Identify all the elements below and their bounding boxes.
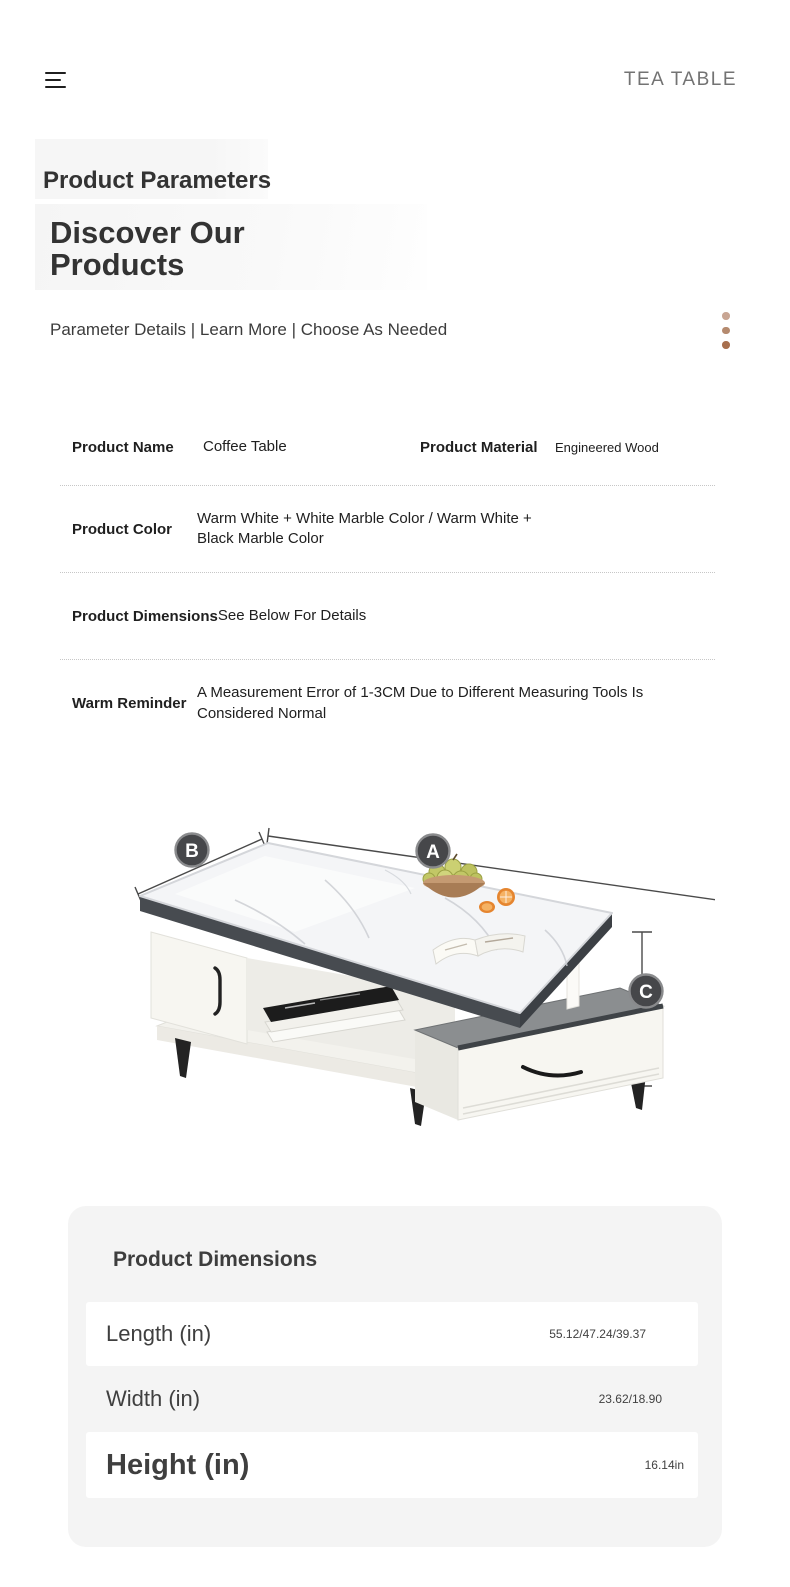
section-subtitle: Parameter Details | Learn More | Choose As Needed [50,320,448,339]
dimension-value: 16.14in [644,1458,684,1472]
section-eyebrow: Product Parameters [43,167,272,194]
dimensions-card-title: Product Dimensions [113,1248,318,1271]
spec-value: A Measurement Error of 1-3CM Due to Different Measuring Tools Is Considered Normal [197,684,644,722]
dimension-row-length [86,1302,698,1366]
spec-label: Product Material [420,439,538,456]
dimension-row-width [86,1366,698,1432]
dimension-label: Length (in) [106,1321,212,1346]
dim-badge-a [417,835,450,868]
dim-badge-b [176,834,209,867]
accent-dot [722,327,730,335]
svg-text:C: C [639,982,653,1003]
page-title: Discover Our Products [50,215,245,282]
spec-row-name-material [60,410,715,486]
accent-dot [722,312,730,320]
spec-label: Product Color [72,520,172,538]
dimension-label: Height (in) [106,1448,250,1481]
brand-title: TEA TABLE [623,69,737,90]
spec-value: Warm White + White Marble Color / Warm White + Black Marble Color [197,509,532,547]
spec-label: Product Dimensions [72,607,218,625]
spec-label: Warm Reminder [72,695,187,712]
dimensions-rows [86,1302,698,1498]
svg-text:B: B [185,841,199,862]
spec-label: Product Name [72,439,174,456]
svg-text:A: A [426,842,440,863]
dimension-value: 23.62/18.90 [598,1392,662,1406]
dim-badge-c [630,975,663,1008]
hamburger-menu-icon[interactable] [45,72,67,90]
spec-table [60,410,715,747]
product-photo-diagram [115,820,715,1165]
accent-dot [722,341,730,349]
dimension-row-height [86,1432,698,1498]
spec-value: Engineered Wood [555,439,659,455]
spec-row-dimensions [60,573,715,660]
spec-row-reminder [60,660,715,747]
dimensions-card [68,1206,722,1547]
accent-dots [722,312,732,356]
dimension-value: 55.12/47.24/39.37 [549,1327,646,1341]
spec-value: Coffee Table [203,438,287,456]
table-leg [175,1038,191,1078]
spec-row-color [60,486,715,573]
dimension-label: Width (in) [106,1386,201,1411]
spec-value: See Below For Details [217,606,367,624]
